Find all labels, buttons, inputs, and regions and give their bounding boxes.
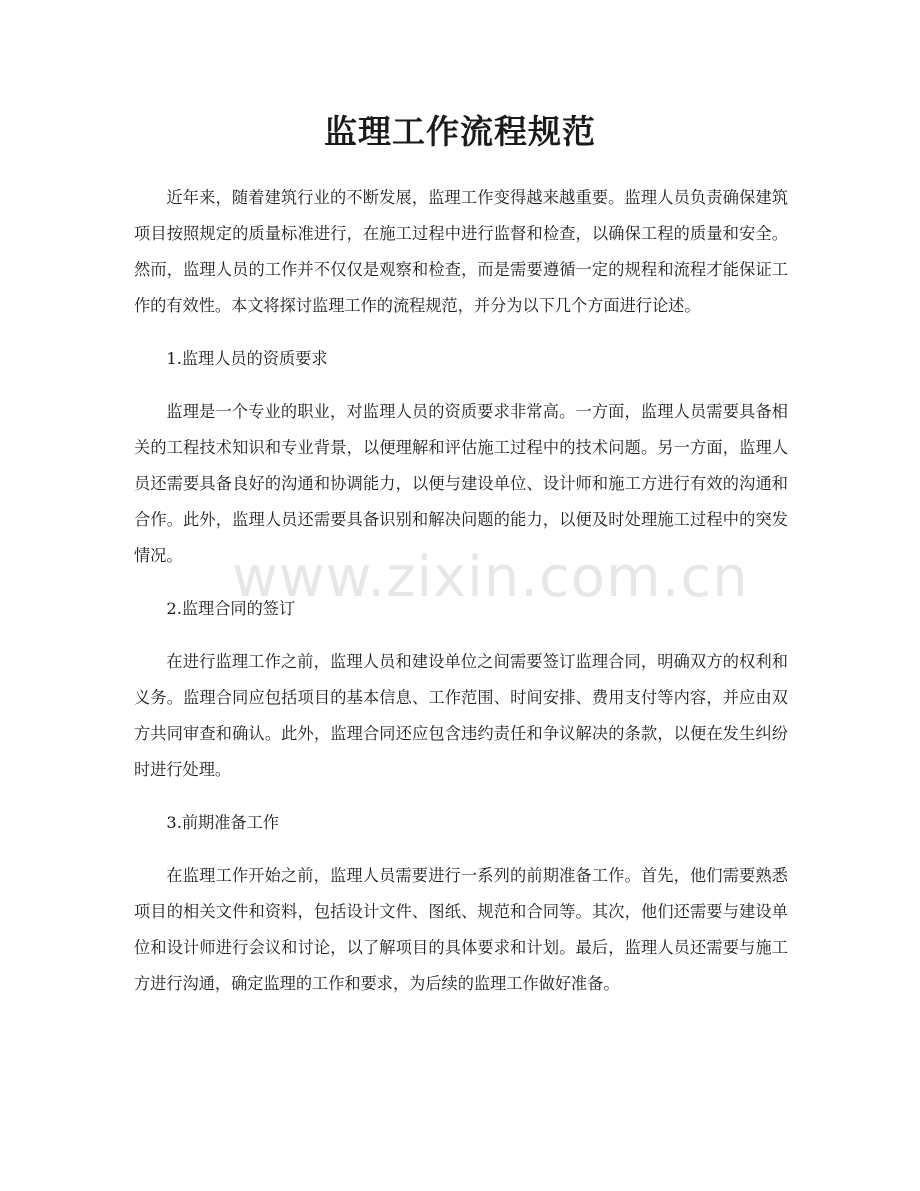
qualification-paragraph: 监理是一个专业的职业，对监理人员的资质要求非常高。一方面，监理人员需要具备相关的工程技术知识和专业背景，以便理解和评估施工过程中的技术问题。另一方面，监理人员还需要具备良好的沟通和协调能力，以便与建设单位、设计师和施工方进行有效的沟通和合作。此外，监理人员还需要具备识别和解决问题的能力，以便及时处理施工过程中的突发情况。 <box>134 402 788 565</box>
contract-paragraph: 在进行监理工作之前，监理人员和建设单位之间需要签订监理合同，明确双方的权利和义务。监理合同应包括项目的基本信息、工作范围、时间安排、费用支付等内容，并应由双方共同审查和确认。此外，监理合同还应包含违约责任和争议解决的条款，以便在发生纠纷时进行处理。 <box>134 652 788 779</box>
section-heading-preparation: 3.前期准备工作 <box>166 813 279 832</box>
section-heading-contract: 2.监理合同的签订 <box>166 599 296 618</box>
section-heading-qualification: 1.监理人员的资质要求 <box>166 349 328 368</box>
intro-paragraph: 近年来，随着建筑行业的不断发展，监理工作变得越来越重要。监理人员负责确保建筑项目按照规定的质量标准进行，在施工过程中进行监督和检查，以确保工程的质量和安全。然而，监理人员的工作并不仅仅是观察和检查，而是需要遵循一定的规程和流程才能保证工作的有效性。本文将探讨监理工作的流程规范，并分为以下几个方面进行论述。 <box>134 188 788 315</box>
preparation-paragraph: 在监理工作开始之前，监理人员需要进行一系列的前期准备工作。首先，他们需要熟悉项目的相关文件和资料，包括设计文件、图纸、规范和合同等。其次，他们还需要与建设单位和设计师进行会议和讨论，以了解项目的具体要求和计划。最后，监理人员还需要与施工方进行沟通，确定监理的工作和要求，为后续的监理工作做好准备。 <box>134 866 788 993</box>
watermark-text: www.zixin.com.cn <box>232 545 749 610</box>
document-body <box>134 180 788 1002</box>
document-title: 监理工作流程规范 <box>324 112 596 151</box>
